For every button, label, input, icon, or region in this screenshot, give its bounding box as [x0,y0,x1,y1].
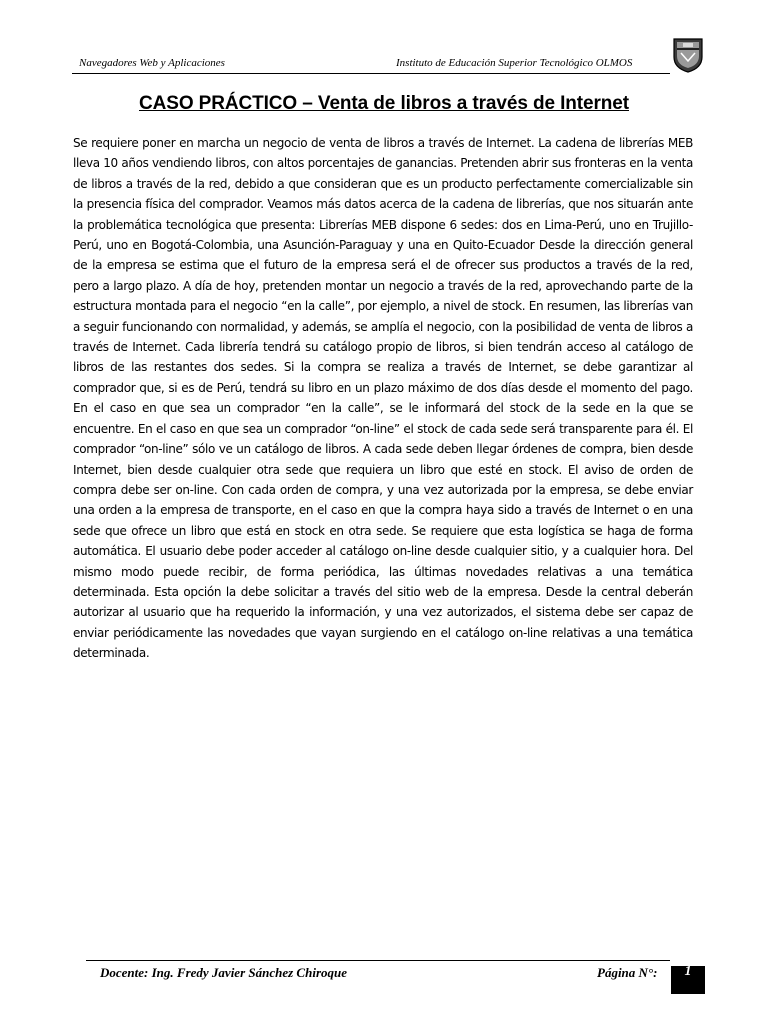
footer-divider [86,960,670,961]
footer-teacher: Docente: Ing. Fredy Javier Sánchez Chiroque [100,965,347,980]
institute-shield-logo [672,37,704,73]
header-divider [72,73,670,74]
header-course-name: Navegadores Web y Aplicaciones [79,57,225,69]
header-institute-name: Instituto de Educación Superior Tecnológico OLMOS [396,57,633,69]
case-description-paragraph: Se requiere poner en marcha un negocio de venta de libros a través de Internet. La cadena de librerías MEB lleva 10 años vendiendo libros, con altos porcentajes de ganancias. Pretenden abrir sus fronteras en la venta de libros a través de la red, debido a que consideran que es un producto perfectamente comercializable sin la presencia física del comprador. Veamos más datos acerca de la cadena de librerías, que nos situarán ante la problemática tecnológica que presenta: Librerías MEB dispone 6 sedes: dos en Lima-Perú, uno en Trujillo-Perú, uno en Bogotá-Colombia, una Asunción-Paraguay y una en Quito-Ecuador Desde la dirección general de la empresa se estima que el futuro de la empresa será el de ofrecer sus productos a través de la red, pero a largo plazo. A día de hoy, pretenden montar un negocio a través de la red, aprovechando parte de la estructura montada para el negocio “en la calle”, por ejemplo, a nivel de stock. En resumen, las librerías van a seguir funcionando con normalidad, y además, se amplía el negocio, con la posibilidad de venta de libros a través de Internet. Cada librería tendrá su catálogo propio de libros, si bien tendrán acceso al catálogo de libros de las restantes dos sedes. Si la compra se realiza a través de Internet, se debe garantizar al comprador que, si es de Perú, tendrá su libro en un plazo máximo de dos días desde el momento del pago. En el caso en que sea un comprador “en la calle”, se le informará del stock de la sede en la que se encuentre. En el caso en que sea un comprador “on-line” el stock de cada sede será transparente para él. El comprador “on-line” sólo ve un catálogo de libros. A cada sede deben llegar órdenes de compra, bien desde Internet, bien desde cualquier otra sede que requiera un libro que esté en stock. El aviso de orden de compra debe ser on-line. Con cada orden de compra, y una vez autorizada por la empresa, se debe enviar una orden a la empresa de transporte, en el caso en que la compra haya sido a través de Internet o en una sede que ofrece un libro que está en stock en otra sede. Se requiere que esta logística se haga de forma automática. El usuario debe poder acceder al catálogo on-line desde cualquier sitio, y a cualquier hora. Del mismo modo puede recibir, de forma periódica, las últimas novedades relativas a una temática determinada. Esta opción la debe solicitar a través del sitio web de la empresa. Desde la central deberán autorizar al usuario que ha requerido la información, y una vez autorizados, el sistema debe ser capaz de enviar periódicamente las novedades que vayan surgiendo en el catálogo on-line relativas a una temática determinada. [73,136,693,661]
page-number: 1 [684,964,692,979]
footer-page-label: Página N°: [597,965,658,980]
document-title: CASO PRÁCTICO – Venta de libros a través de Internet [139,93,629,114]
